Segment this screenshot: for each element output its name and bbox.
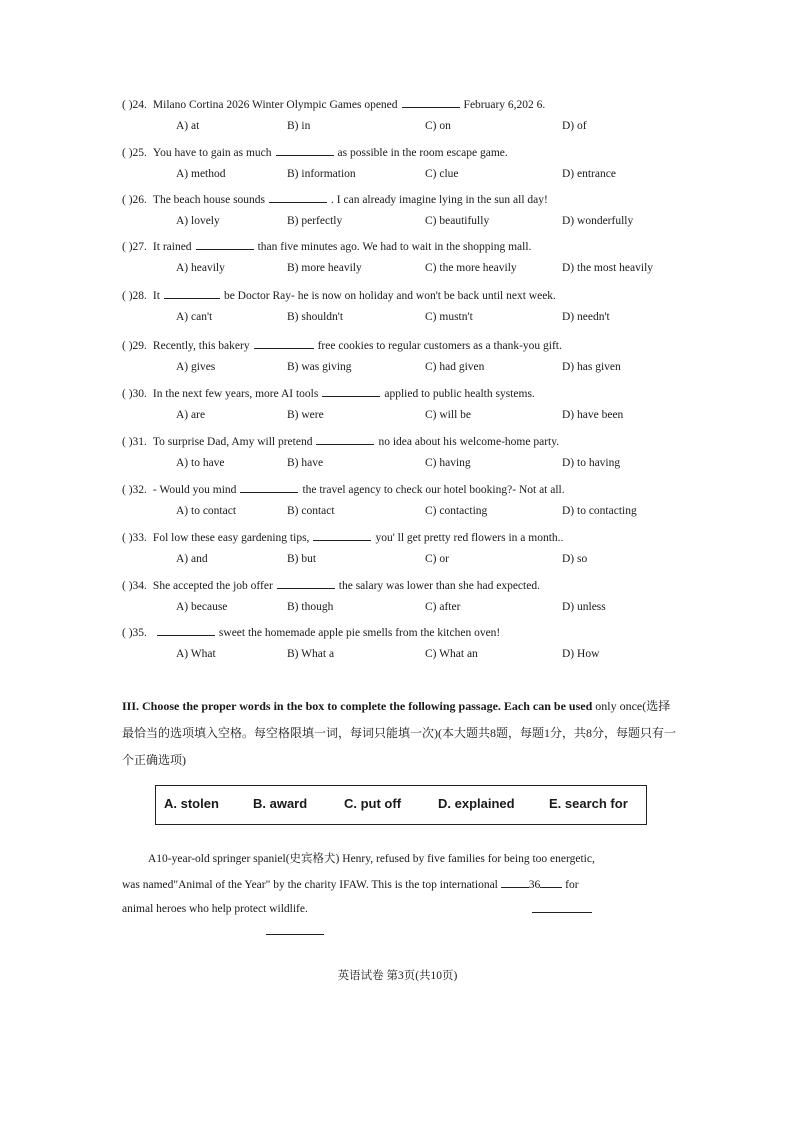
answer-option[interactable]: D) wonderfully	[562, 215, 634, 227]
question-text-cont: February 6,202 6.	[463, 99, 546, 111]
passage-line-2	[122, 872, 684, 898]
passage-line-2-end: for	[565, 879, 579, 891]
question-text: It	[152, 290, 160, 302]
question-number: ( )33.	[122, 532, 147, 544]
answer-option[interactable]: D) entrance	[562, 168, 616, 180]
question-text-cont: the travel agency to check our hotel booking?- Not at all.	[302, 484, 565, 496]
answer-blank[interactable]	[313, 529, 371, 541]
question-stem	[122, 433, 559, 448]
answer-blank[interactable]	[276, 144, 334, 156]
stray-blank-line	[266, 934, 324, 935]
blank-36-right[interactable]	[540, 876, 562, 888]
answer-option[interactable]: C) after	[425, 601, 461, 613]
answer-option[interactable]: B) perfectly	[287, 215, 343, 227]
answer-option[interactable]: B) more heavily	[287, 262, 362, 274]
word-option-c: C. put off	[344, 796, 402, 811]
question-text-cont: applied to public health systems.	[384, 388, 535, 400]
answer-option[interactable]: B) contact	[287, 505, 335, 517]
answer-option[interactable]: B) but	[287, 553, 317, 565]
answer-blank[interactable]	[269, 191, 327, 203]
answer-option[interactable]: A) because	[176, 601, 228, 613]
question-number: ( )29.	[122, 340, 147, 352]
passage-line-1: A10-year-old springer spaniel(史宾格犬) Henry, refused by five families for being too energetic,	[148, 853, 595, 865]
answer-blank[interactable]	[196, 238, 254, 250]
answer-option[interactable]: A) What	[176, 648, 216, 660]
question-text-cont: than five minutes ago. We had to wait in the shopping mall.	[257, 241, 532, 253]
question-text-cont: be Doctor Ray- he is now on holiday and won't be back until next week.	[223, 290, 556, 302]
answer-option[interactable]: D) of	[562, 120, 587, 132]
section-3-heading	[122, 693, 682, 774]
word-option-d: D. explained	[438, 796, 515, 811]
answer-option[interactable]: A) can't	[176, 311, 213, 323]
question-text-cont: . I can already imagine lying in the sun all day!	[331, 194, 548, 206]
question-number: ( )32.	[122, 484, 147, 496]
question-number: ( )25.	[122, 147, 147, 159]
answer-option[interactable]: A) gives	[176, 361, 216, 373]
answer-option[interactable]: C) will be	[425, 409, 471, 421]
answer-option[interactable]: C) having	[425, 457, 471, 469]
question-stem	[122, 481, 565, 496]
answer-option[interactable]: C) beautifully	[425, 215, 490, 227]
answer-option[interactable]: A) heavily	[176, 262, 225, 274]
answer-blank[interactable]	[402, 96, 460, 108]
answer-option[interactable]: A) and	[176, 553, 208, 565]
passage-line-3: animal heroes who help protect wildlife.	[122, 903, 308, 915]
answer-option[interactable]: D) needn't	[562, 311, 610, 323]
answer-option[interactable]: D) How	[562, 648, 600, 660]
question-stem	[122, 577, 540, 592]
blank-36-left[interactable]	[501, 876, 529, 888]
answer-option[interactable]: A) are	[176, 409, 206, 421]
answer-option[interactable]: B) What a	[287, 648, 335, 660]
answer-option[interactable]: A) at	[176, 120, 200, 132]
question-stem	[122, 96, 545, 111]
question-text: It rained	[152, 241, 192, 253]
answer-option[interactable]: A) lovely	[176, 215, 220, 227]
question-stem	[122, 144, 508, 159]
answer-option[interactable]: B) in	[287, 120, 311, 132]
answer-blank[interactable]	[316, 433, 374, 445]
question-text-cont: the salary was lower than she had expected.	[338, 580, 540, 592]
question-text-cont: as possible in the room escape game.	[337, 147, 508, 159]
question-text-cont: sweet the homemade apple pie smells from the kitchen oven!	[218, 627, 501, 639]
answer-blank[interactable]	[157, 624, 215, 636]
question-number: ( )31.	[122, 436, 147, 448]
section-3-heading-cn: only once(选择最恰当的选项填入空格。每空格限填一词，每词只能填一次)(本大题共8题，每题1分，共8分，每题只有一个正确选项)	[122, 699, 676, 767]
question-number: ( )24.	[122, 99, 147, 111]
answer-option[interactable]: C) What an	[425, 648, 478, 660]
answer-option[interactable]: B) have	[287, 457, 324, 469]
question-stem	[122, 529, 563, 544]
answer-option[interactable]: A) method	[176, 168, 226, 180]
section-3-heading-en: III. Choose the proper words in the box to complete the following passage. Each can be used	[122, 699, 593, 713]
answer-option[interactable]: C) clue	[425, 168, 459, 180]
question-text-cont: no idea about his welcome-home party.	[378, 436, 560, 448]
question-stem	[122, 624, 500, 639]
answer-option[interactable]: C) mustn't	[425, 311, 473, 323]
answer-option[interactable]: D) the most heavily	[562, 262, 654, 274]
question-number: ( )30.	[122, 388, 147, 400]
word-option-a: A. stolen	[164, 796, 219, 811]
answer-option[interactable]: D) have been	[562, 409, 624, 421]
question-number: ( )28.	[122, 290, 147, 302]
answer-option[interactable]: B) though	[287, 601, 334, 613]
blank-36-number: 36	[528, 879, 541, 891]
answer-option[interactable]: C) or	[425, 553, 449, 565]
question-number: ( )26.	[122, 194, 147, 206]
question-text: The beach house sounds	[152, 194, 266, 206]
question-stem	[122, 287, 556, 302]
question-text: Recently, this bakery	[152, 340, 250, 352]
answer-option[interactable]: B) was giving	[287, 361, 352, 373]
answer-option[interactable]: D) unless	[562, 601, 606, 613]
answer-option[interactable]: C) on	[425, 120, 451, 132]
answer-option[interactable]: A) to have	[176, 457, 225, 469]
answer-blank[interactable]	[322, 385, 380, 397]
question-number: ( )35.	[122, 627, 147, 639]
question-text: To surprise Dad, Amy will pretend	[152, 436, 313, 448]
stray-blank-line	[532, 912, 592, 913]
answer-blank[interactable]	[277, 577, 335, 589]
answer-option[interactable]: B) shouldn't	[287, 311, 344, 323]
question-text-cont: you' ll get pretty red flowers in a month..	[375, 532, 564, 544]
word-box	[155, 785, 647, 825]
question-text: You have to gain as much	[152, 147, 272, 159]
question-number: ( )27.	[122, 241, 147, 253]
word-option-b: B. award	[253, 796, 308, 811]
question-stem	[122, 238, 531, 253]
answer-option[interactable]: A) to contact	[176, 505, 237, 517]
question-text: Fol low these easy gardening tips,	[152, 532, 310, 544]
answer-option[interactable]: D) to contacting	[562, 505, 637, 517]
question-text: She accepted the job offer	[152, 580, 273, 592]
answer-option[interactable]: B) information	[287, 168, 356, 180]
answer-option[interactable]: B) were	[287, 409, 324, 421]
answer-blank[interactable]	[254, 337, 314, 349]
question-stem	[122, 385, 535, 400]
question-text: - Would you mind	[152, 484, 237, 496]
question-text: In the next few years, more AI tools	[152, 388, 319, 400]
question-number: ( )34.	[122, 580, 147, 592]
question-stem	[122, 191, 548, 206]
passage-line-2-start: was named"Animal of the Year" by the charity IFAW. This is the top international	[122, 879, 498, 891]
question-stem	[122, 337, 562, 352]
answer-option[interactable]: C) contacting	[425, 505, 488, 517]
word-option-e: E. search for	[549, 796, 628, 811]
page-footer: 英语试卷 第3页(共10页)	[337, 970, 458, 982]
answer-option[interactable]: C) the more heavily	[425, 262, 517, 274]
question-text-cont: free cookies to regular customers as a thank-you gift.	[317, 340, 562, 352]
question-text: Milano Cortina 2026 Winter Olympic Games opened	[152, 99, 398, 111]
answer-option[interactable]: D) so	[562, 553, 588, 565]
answer-option[interactable]: D) to having	[562, 457, 621, 469]
answer-blank[interactable]	[164, 287, 220, 299]
answer-option[interactable]: D) has given	[562, 361, 621, 373]
answer-blank[interactable]	[240, 481, 298, 493]
answer-option[interactable]: C) had given	[425, 361, 485, 373]
